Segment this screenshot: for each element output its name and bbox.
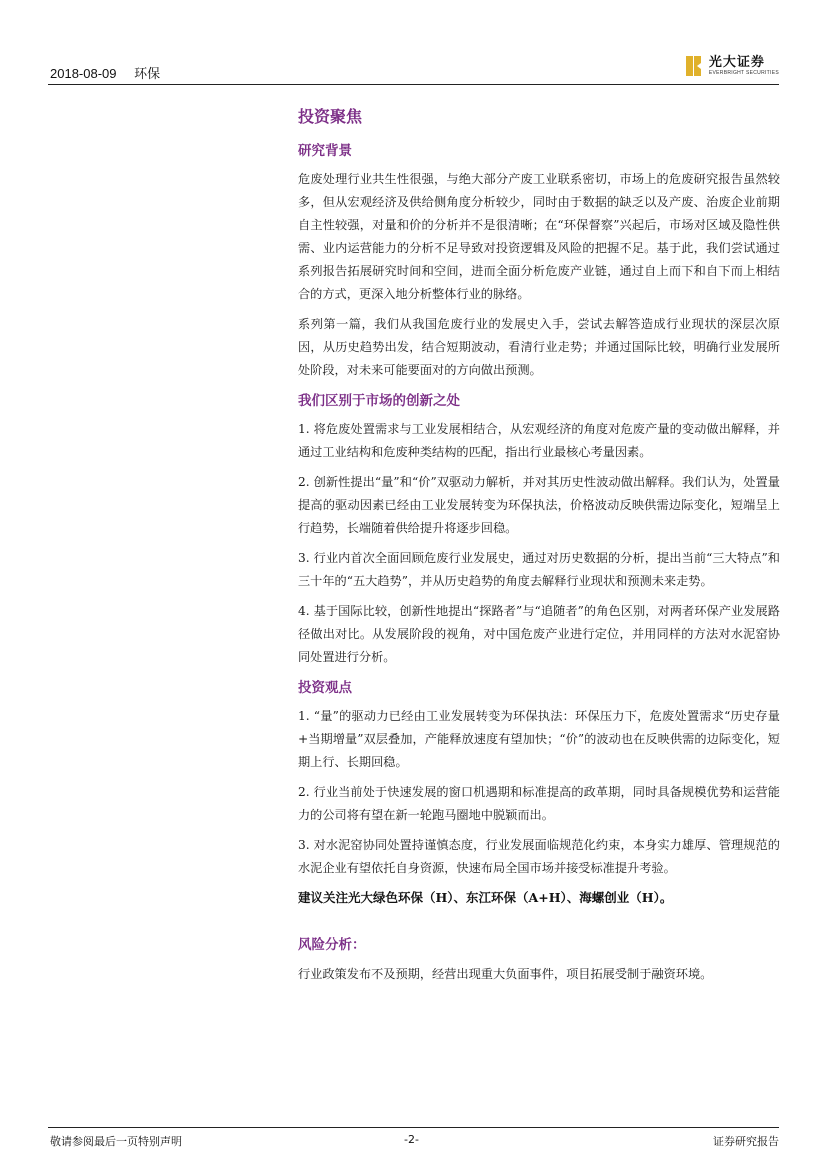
section-heading-views: 投资观点 [298, 680, 352, 696]
header-meta [50, 63, 174, 82]
footer-report-type: 证券研究报告 [713, 1135, 779, 1148]
everbright-logo-icon [685, 55, 703, 77]
company-logo [685, 52, 779, 80]
logo-cn-text: 光大证券 [708, 55, 765, 70]
background-paragraph-2: 系列第一篇，我们从我国危废行业的发展史入手，尝试去解答造成行业现状的深层次原因，从历史趋势出发，结合短期波动，看清行业走势；并通过国际比较，明确行业发展所处阶段，对未来可能要面对的方向做出预测。 [298, 317, 780, 377]
main-content [298, 98, 780, 993]
footer-disclaimer: 敬请参阅最后一页特别声明 [50, 1135, 182, 1148]
innovation-item-4: 4. 基于国际比较，创新性地提出“探路者”与“追随者”的角色区别，对两者环保产业发展路径做出对比。从发展阶段的视角，对中国危废产业进行定位，并用同样的方法对水泥窑协同处置进行分析。 [298, 604, 780, 664]
report-sector: 环保 [134, 66, 161, 81]
view-item-1: 1. “量”的驱动力已经由工业发展转变为环保执法：环保压力下，危废处置需求“历史存量+当期增量”双层叠加，产能释放速度有望加快；“价”的波动也在反映供需的边际变化，短期上行、长期回稳。 [298, 709, 780, 769]
innovation-item-3: 3. 行业内首次全面回顾危废行业发展史，通过对历史数据的分析，提出当前“三大特点”和三十年的“五大趋势”，并从历史趋势的角度去解释行业现状和预测未来走势。 [298, 551, 780, 588]
innovation-item-2: 2. 创新性提出“量”和“价”双驱动力解析，并对其历史性波动做出解释。我们认为，处置量提高的驱动因素已经由工业发展转变为环保执法，价格波动反映供需边际变化，短端呈上行趋势，长端随着供给提升将逐步回稳。 [298, 475, 780, 535]
section-heading-background: 研究背景 [298, 143, 352, 159]
page-header [48, 50, 779, 85]
innovation-item-1: 1. 将危废处置需求与工业发展相结合，从宏观经济的角度对危废产量的变动做出解释，并通过工业结构和危废种类结构的匹配，指出行业最核心考量因素。 [298, 422, 780, 459]
section-heading-innovation: 我们区别于市场的创新之处 [298, 393, 460, 409]
page-title: 投资聚焦 [298, 107, 363, 126]
page-number: -2- [404, 1133, 419, 1146]
view-item-2: 2. 行业当前处于快速发展的窗口机遇期和标准提高的政革期，同时具备规模优势和运营能力的公司将有望在新一轮跑马圈地中脱颖而出。 [298, 785, 780, 822]
risk-text: 行业政策发布不及预期，经营出现重大负面事件，项目拓展受制于融资环境。 [298, 967, 713, 981]
report-date: 2018-08-09 [50, 66, 117, 81]
view-item-3: 3. 对水泥窑协同处置持谨慎态度，行业发展面临规范化约束，本身实力雄厚、管理规范的水泥企业有望依托自身资源，快速布局全国市场并接受标准提升考验。 [298, 838, 780, 875]
section-heading-risk: 风险分析： [298, 937, 366, 953]
background-paragraph-1: 危废处理行业共生性很强，与绝大部分产废工业联系密切，市场上的危废研究报告虽然较多，但从宏观经济及供给侧角度分析较少，同时由于数据的缺乏以及产废、治废企业前期自主性较强，对量和价的分析并不是很清晰；在“环保督察”兴起后，市场对区域及隐性供需、业内运营能力的分析不足导致对投资逻辑及风险的把握不足。基于此，我们尝试通过系列报告拓展研究时间和空间，进而全面分析危废产业链，通过自上而下和自下而上相结合的方式，更深入地分析整体行业的脉络。 [298, 172, 780, 301]
footer-divider [48, 1127, 779, 1128]
recommendation: 建议关注光大绿色环保（H）、东江环保（A+H）、海螺创业（H）。 [298, 890, 673, 905]
logo-en-text: EVERBRIGHT SECURITIES [708, 70, 779, 76]
